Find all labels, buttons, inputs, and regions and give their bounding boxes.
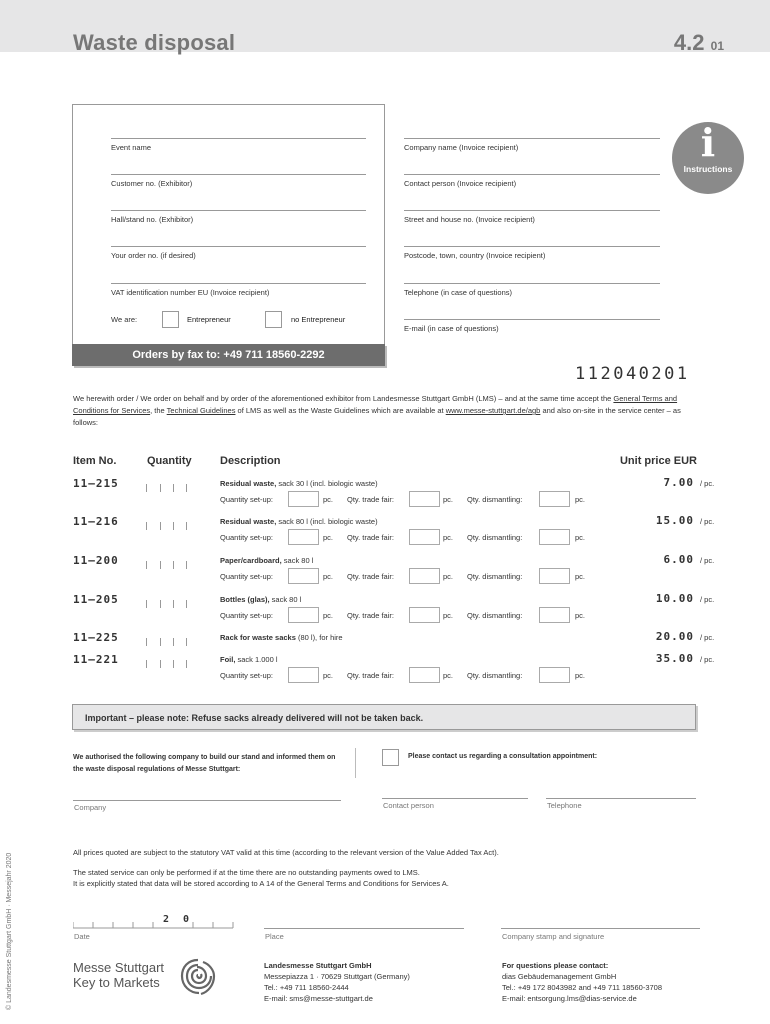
pc-label: pc. [575,611,586,620]
service-note: The stated service can only be performed if at the time there are no outstanding payments owed to LMS. [73,868,420,877]
col-unit-price: Unit price EUR [619,455,697,467]
quantity-field[interactable] [146,638,186,646]
pc-label: pc. [575,495,586,504]
item-detail: sack 80 l [269,595,302,604]
terms-link[interactable]: General Terms and Conditions for Services [73,394,678,415]
qty-trade-fair-label: Qty. trade fair: [347,572,394,581]
messe-logo-icon [178,956,218,998]
pc-label: pc. [443,671,454,680]
qty-trade-fair-label: Qty. trade fair: [347,611,394,620]
item-name: Paper/cardboard, [220,556,282,565]
item-number: 11–200 [73,554,119,567]
form-number-main: 4.2 [673,30,705,55]
street-field[interactable]: Street and house no. (Invoice recipient) [404,210,660,224]
divider [355,748,356,778]
lms-name: Landesmesse Stuttgart GmbH [264,961,372,970]
intro-part3: of LMS as well as the Waste Guidelines which are available at [235,406,446,415]
website-link[interactable]: www.messe-stuttgart.de/agb [445,406,541,415]
qty-dismantling-label: Qty. dismantling: [467,671,523,680]
qty-setup-label: Quantity set-up: [220,495,273,504]
pc-label: pc. [323,671,334,680]
company-line[interactable] [73,800,341,801]
entrepreneur-label: Entrepreneur [187,315,231,324]
item-detail: (80 l), for hire [295,633,343,642]
item-description [220,517,378,526]
instructions-button[interactable] [672,122,744,194]
logo-text-line1: Messe Stuttgart [73,960,165,975]
qty-setup-input[interactable] [288,568,319,584]
pc-label: pc. [323,495,334,504]
item-number: 11–221 [73,653,119,666]
intro-part1: We herewith order / We order on behalf and by order of the aforementioned exhibitor from Landesmesse Stuttgart GmbH (LMS) – and at the same time accept the [73,394,614,403]
contact-label: Contact person [383,801,434,810]
per-pc-label: / pc. [700,655,715,664]
item-price: 10.00 [655,592,694,605]
item-name: Residual waste, [220,517,277,526]
item-price: 20.00 [655,630,694,643]
item-name: Foil, [220,655,236,664]
qty-setup-input[interactable] [288,529,319,545]
logo-text-line2: Key to Markets [73,975,160,990]
qty-trade-fair-input[interactable] [409,568,440,584]
form-number-sub: 01 [710,39,724,53]
stamp-line[interactable] [501,928,700,929]
quantity-field[interactable] [146,522,186,530]
item-name: Bottles (glas), [220,595,270,604]
qty-setup-label: Quantity set-up: [220,533,273,542]
per-pc-label: / pc. [700,633,715,642]
item-number: 11–216 [73,515,119,528]
per-pc-label: / pc. [700,479,715,488]
date-field[interactable] [73,916,235,930]
pc-label: pc. [443,572,454,581]
email-field[interactable]: E-mail (in case of questions) [404,319,660,333]
item-price: 6.00 [663,553,694,566]
consult-checkbox[interactable] [382,749,399,766]
item-price: 15.00 [655,514,694,527]
authorised-text: We authorised the following company to build our stand and informed them on the waste disposal regulations of Messe Stuttgart: [73,754,336,773]
qty-trade-fair-label: Qty. trade fair: [347,671,394,680]
contact-title: For questions please contact: [502,961,609,970]
col-quantity: Quantity [147,455,192,467]
contact-person-field[interactable]: Contact person (Invoice recipient) [404,174,660,188]
qty-trade-fair-input[interactable] [409,667,440,683]
pc-label: pc. [323,611,334,620]
col-item-no: Item No. [73,455,117,467]
vat-note: All prices quoted are subject to the statutory VAT valid at this time (according to the relevant version of the Value Added Tax Act). [73,848,499,857]
page-title: Waste disposal [73,30,236,55]
item-number: 11–225 [73,631,119,644]
order-no-field[interactable]: Your order no. (if desired) [111,246,366,260]
intro-part2: , the [150,406,167,415]
lms-address [264,960,410,1004]
qty-dismantling-input[interactable] [539,607,570,623]
qty-setup-input[interactable] [288,491,319,507]
pc-label: pc. [323,572,334,581]
item-description [220,556,313,565]
form-id-number: 112040201 [575,364,690,384]
place-line[interactable] [264,928,464,929]
place-label: Place [265,932,284,941]
qty-setup-label: Quantity set-up: [220,572,273,581]
guidelines-link[interactable]: Technical Guidelines [166,406,236,415]
lms-street: Messepiazza 1 · 70629 Stuttgart (Germany) [264,972,410,981]
contact-tel: Tel.: +49 172 8043982 and +49 711 18560-3708 [502,983,663,992]
qty-dismantling-label: Qty. dismantling: [467,611,523,620]
customer-no-field[interactable]: Customer no. (Exhibitor) [111,174,366,188]
qty-dismantling-input[interactable] [539,491,570,507]
qty-trade-fair-label: Qty. trade fair: [347,533,394,542]
info-icon: i [700,120,716,165]
pc-label: pc. [323,533,334,542]
qty-setup-input[interactable] [288,607,319,623]
qty-dismantling-input[interactable] [539,529,570,545]
no-entrepreneur-checkbox[interactable] [265,311,282,328]
item-name: Residual waste, [220,479,277,488]
qty-setup-label: Quantity set-up: [220,611,273,620]
lms-tel: Tel.: +49 711 18560-2444 [264,983,349,992]
contact-name: dias Gebäudemanagement GmbH [502,972,617,981]
date-label: Date [74,932,90,941]
item-name: Rack for waste sacks [220,633,296,642]
no-entrepreneur-label: no Entrepreneur [291,315,346,324]
fax-bar: Orders by fax to: +49 711 18560-2292 [72,344,385,366]
quantity-field[interactable] [146,484,186,492]
item-description [220,595,301,604]
company-label: Company [74,803,107,812]
item-detail: sack 30 l (incl. biologic waste) [276,479,378,488]
item-detail: sack 80 l (incl. biologic waste) [276,517,378,526]
quantity-field[interactable] [146,600,186,608]
item-description [220,479,378,488]
qty-trade-fair-input[interactable] [409,491,440,507]
item-price: 7.00 [663,476,694,489]
qty-dismantling-input[interactable] [539,568,570,584]
qty-dismantling-label: Qty. dismantling: [467,495,523,504]
telephone-label: Telephone [547,801,582,810]
we-are-label: We are: [111,315,138,324]
contact-email: E-mail: entsorgung.lms@dias-service.de [502,994,637,1003]
col-description: Description [220,455,281,467]
entrepreneur-checkbox[interactable] [162,311,179,328]
telephone-field[interactable]: Telephone (in case of questions) [404,283,660,297]
qty-dismantling-label: Qty. dismantling: [467,533,523,542]
vat-id-field[interactable]: VAT identification number EU (Invoice recipient) [111,283,366,297]
company-name-field[interactable]: Company name (Invoice recipient) [404,138,660,152]
intro-part4: and also on-site in the service center – as follows: [73,406,681,427]
pc-label: pc. [443,495,454,504]
data-note: It is explicitly stated that data will be stored according to A 14 of the General Terms and Conditions for Services A. [73,879,449,888]
pc-label: pc. [575,671,586,680]
instructions-label: Instructions [683,164,733,174]
qty-trade-fair-input[interactable] [409,607,440,623]
qty-trade-fair-label: Qty. trade fair: [347,495,394,504]
item-number: 11–205 [73,593,119,606]
qty-setup-input[interactable] [288,667,319,683]
pc-label: pc. [575,572,586,581]
qty-trade-fair-input[interactable] [409,529,440,545]
qty-setup-label: Quantity set-up: [220,671,273,680]
item-number: 11–215 [73,477,119,490]
item-detail: sack 80 l [281,556,314,565]
copyright-side-text: © Landesmesse Stuttgart GmbH · Messejahr 2020 [6,852,13,1010]
per-pc-label: / pc. [700,595,715,604]
hall-stand-field[interactable]: Hall/stand no. (Exhibitor) [111,210,366,224]
date-year: 2 0 [163,914,194,925]
telephone-line[interactable] [546,798,696,799]
contact-block [502,960,662,1004]
per-pc-label: / pc. [700,556,715,565]
qty-dismantling-label: Qty. dismantling: [467,572,523,581]
pc-label: pc. [443,533,454,542]
item-detail: sack 1.000 l [235,655,278,664]
event-name-field[interactable]: Event name [111,138,366,152]
quantity-field[interactable] [146,561,186,569]
per-pc-label: / pc. [700,517,715,526]
stamp-label: Company stamp and signature [502,932,605,941]
consult-label: Please contact us regarding a consultation appointment: [408,753,598,760]
contact-line[interactable] [382,798,528,799]
important-notice: Important – please note: Refuse sacks already delivered will not be taken back. [72,704,696,730]
item-price: 35.00 [655,652,694,665]
quantity-field[interactable] [146,660,186,668]
item-description [220,633,343,642]
intro-text [73,393,703,429]
qty-dismantling-input[interactable] [539,667,570,683]
item-description [220,655,278,664]
pc-label: pc. [575,533,586,542]
lms-email: E-mail: sms@messe-stuttgart.de [264,994,373,1003]
pc-label: pc. [443,611,454,620]
form-number [674,30,724,56]
postcode-field[interactable]: Postcode, town, country (Invoice recipient) [404,246,660,260]
